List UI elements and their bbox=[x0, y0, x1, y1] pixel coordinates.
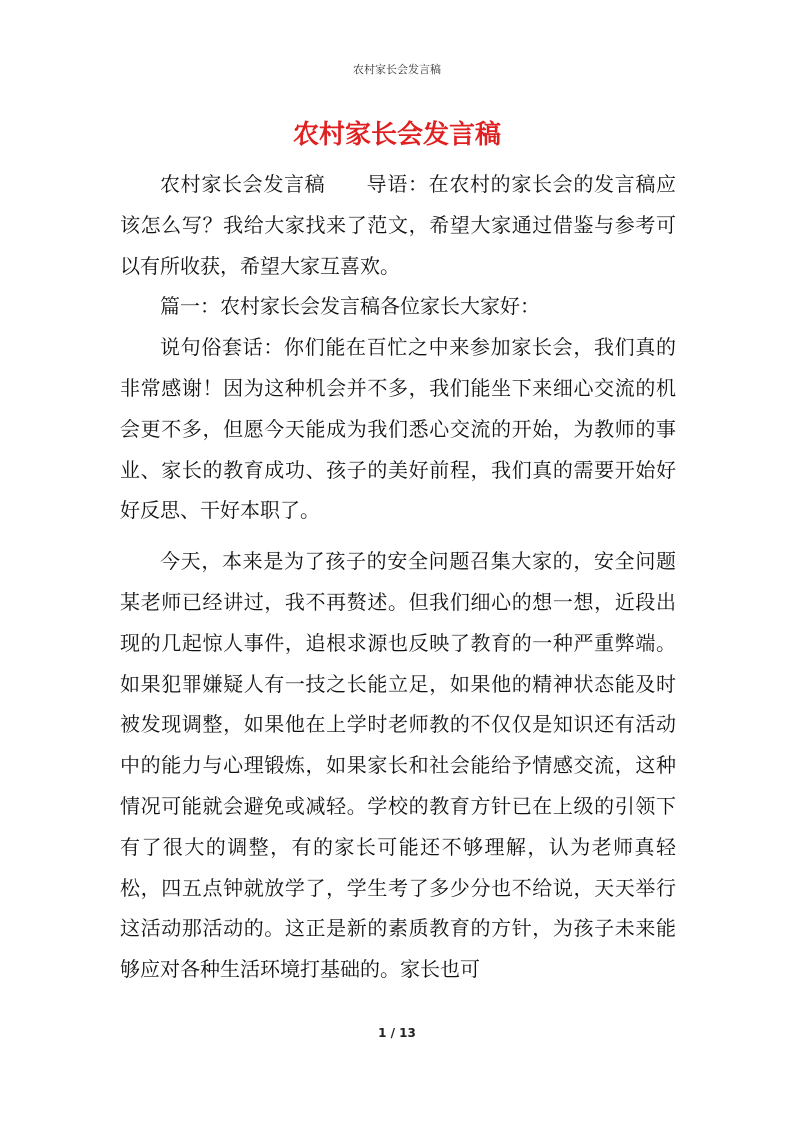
page-number: 1 / 13 bbox=[378, 1026, 416, 1040]
running-header: 农村家长会发言稿 bbox=[353, 63, 441, 76]
paragraph-greeting: 篇一：农村家长会发言稿各位家长大家好： bbox=[160, 294, 540, 319]
document-body bbox=[120, 164, 676, 990]
document-title: 农村家长会发言稿 bbox=[292, 120, 501, 150]
paragraph-intro: 农村家长会发言稿 导语：在农村的家长会的发言稿应该怎么写？我给大家找来了范文，希望大家通过借鉴与参考可以有所收获，希望大家互喜欢。 bbox=[120, 172, 676, 278]
paragraph-safety: 今天，本来是为了孩子的安全问题召集大家的，安全问题某老师已经讲过，我不再赘述。但我们细心的想一想，近段出现的几起惊人事件，追根求源也反映了教育的一种严重弊端。如果犯罪嫌疑人有一技之长能立足，如果他的精神状态能及时被发现调整，如果他在上学时老师教的不仅仅是知识还有活动中的能力与心理锻炼，如果家长和社会能给予情感交流，这种情况可能就会避免或减轻。学校的教育方针已在上级的引领下有了很大的调整，有的家长可能还不够理解，认为老师真轻松，四五点钟就放学了，学生考了多少分也不给说，天天举行这活动那活动的。这正是新的素质教育的方针，为孩子未来能够应对各种生活环境打基础的。家长也可 bbox=[120, 549, 676, 982]
paragraph-thanks: 说句俗套话：你们能在百忙之中来参加家长会，我们真的非常感谢！因为这种机会并不多，我们能坐下来细心交流的机会更不多，但愿今天能成为我们悉心交流的开始，为教师的事业、家长的教育成功、孩子的美好前程，我们真的需要开始好好反思、干好本职了。 bbox=[120, 335, 676, 523]
